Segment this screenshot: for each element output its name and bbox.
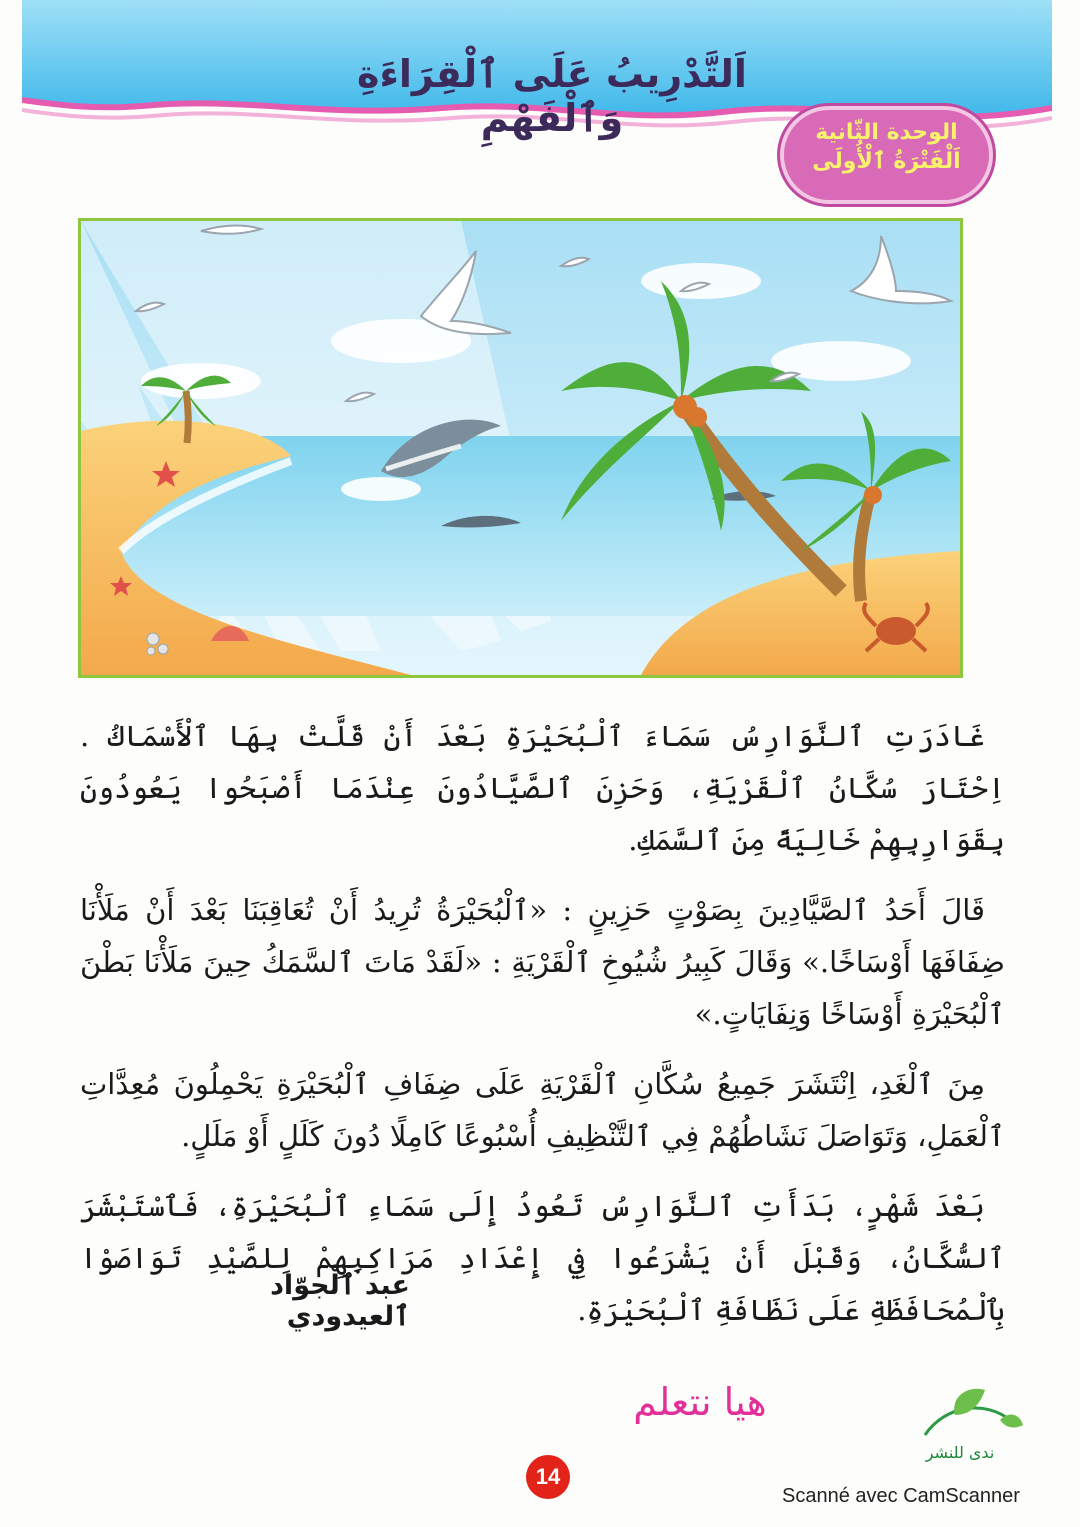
beach-scene	[81, 221, 960, 675]
author-name: عبد ٱلْجوّاد ٱلعيدودي	[270, 1270, 410, 1332]
page-number: 14	[526, 1455, 570, 1499]
unit-badge	[780, 106, 993, 204]
beach-illustration	[78, 218, 963, 678]
paragraph-2: قَالَ أَحَدُ ٱلصَّيَّادِينَ بِصَوْتٍ حَزِينٍ : «ٱلْبُحَيْرَةُ تُرِيدُ أَنْ تُعَاقِبَنَا بَعْدَ أَنْ مَلَأْنَا ضِفَافَهَا أَوْسَاخًا.» وَقَالَ كَبِيرُ شُيُوخِ ٱلْقَرْيَةِ : «لَقَدْ مَاتَ ٱلسَّمَكُ حِينَ مَلَأْنَا بَطْنَ ٱلْبُحَيْرَةِ أَوْسَاخًا وَنِفَايَاتٍ.»	[80, 893, 1005, 1031]
page-title: اَلتَّدْرِيبُ عَلَى ٱلْقِرَاءَةِ وَٱلْفَهْمِ	[357, 52, 747, 140]
reading-text	[80, 710, 1005, 1354]
leaf-icon	[895, 1385, 1025, 1445]
unit-badge-line2: اَلْفَتْرَةُ ٱلْأُولَى	[812, 149, 961, 174]
series-brand: هيا نتعلم	[633, 1380, 767, 1424]
paragraph-3: مِنَ ٱلْغَدِ، اِنْتَشَرَ جَمِيعُ سُكَّانِ ٱلْقَرْيَةِ عَلَى ضِفَافِ ٱلْبُحَيْرَةِ يَحْمِلُونَ مُعِدَّاتِ ٱلْعَمَلِ، وَتَوَاصَلَ نَشَاطُهُمْ فِي ٱلتَّنْظِيفِ أُسْبُوعًا كَامِلًا دُونَ كَلَلٍ أَوْ مَلَلٍ.	[80, 1067, 1005, 1153]
unit-badge-line1: الوحدة الثّانية	[815, 120, 958, 145]
scan-watermark: Scanné avec CamScanner	[782, 1485, 1020, 1507]
publisher-logo	[895, 1385, 1025, 1485]
publisher-name: ندى للنشر	[925, 1443, 995, 1462]
paragraph-1: غَادَرَتِ ٱلنَّوَارِسُ سَمَاءَ ٱلْبُحَيْرَةِ بَعْدَ أَنْ قَلَّتْ بِهَا ٱلْأَسْمَاكُ . اِحْتَارَ سُكَّانُ ٱلْقَرْيَةِ، وَحَزِنَ ٱلصَّيَّادُونَ عِنْدَمَا أَصْبَحُوا يَعُودُونَ بِقَوَارِبِهِمْ خَالِيَةً مِنَ ٱلسَّمَكِ.	[80, 719, 1005, 857]
paragraph-4: بَعْدَ شَهْرٍ، بَدَأَتِ ٱلنَّوَارِسُ تَعُودُ إِلَى سَمَاءِ ٱلْبُحَيْرَةِ، فَٱسْتَبْشَرَ ٱلسُّكَّانُ، وَقَبْلَ أَنْ يَشْرَعُوا فِي إِعْدَادِ مَرَاكِبِهِمْ لِلصَّيْدِ تَوَاصَوْا بِٱلْمُحَافَظَةِ عَلَى نَظَافَةِ ٱلْبُحَيْرَةِ.	[80, 1189, 1005, 1327]
